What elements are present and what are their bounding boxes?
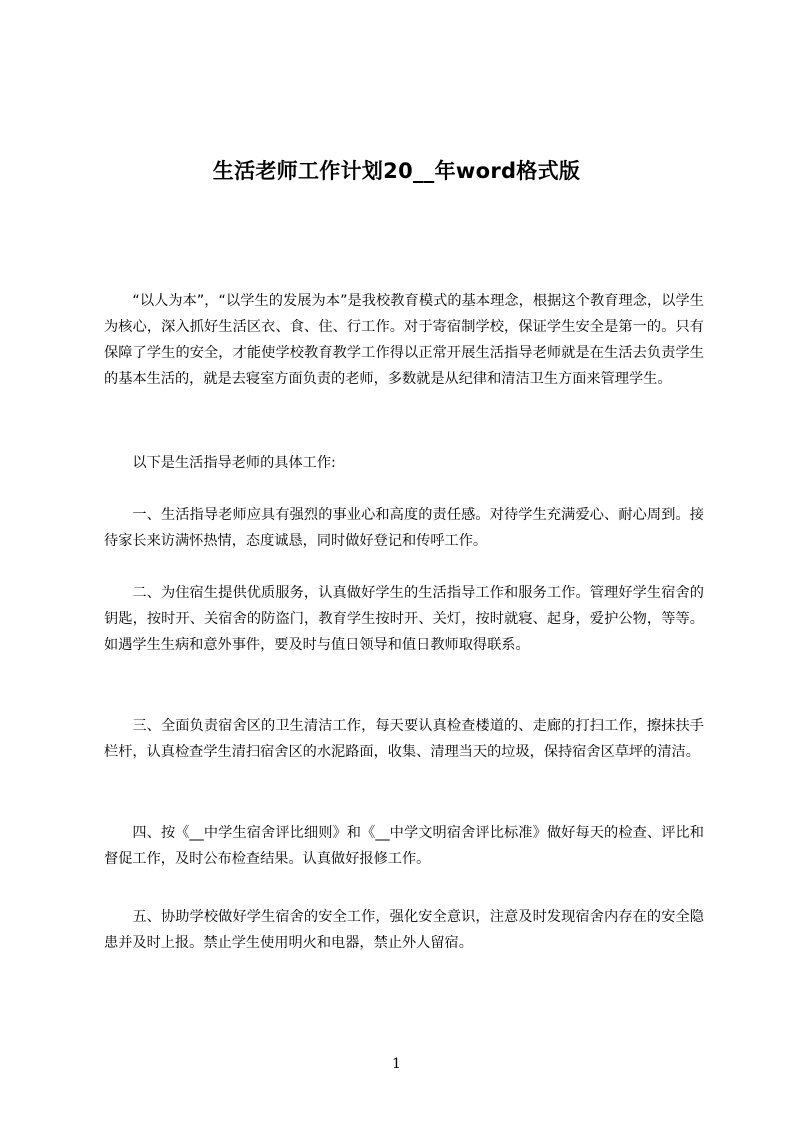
paragraph-item-4: 四、按《__中学生宿舍评比细则》和《__中学文明宿舍评比标准》做好每天的检查、评比和督促工作，及时公布检查结果。认真做好报修工作。 [104, 825, 704, 867]
paragraph-item-5: 五、协助学校做好学生宿舍的安全工作，强化安全意识，注意及时发现宿舍内存在的安全隐患并及时上报。禁止学生使用明火和电器，禁止外人留宿。 [104, 909, 704, 951]
document-title: 生活老师工作计划20__年word格式版 [212, 159, 581, 184]
paragraph-intro: “以人为本”，“以学生的发展为本”是我校教育模式的基本理念，根据这个教育理念，以学生为核心，深入抓好生活区衣、食、住、行工作。对于寄宿制学校，保证学生安全是第一的。只有保障了学生的安全，才能使学校教育教学工作得以正常开展生活指导老师就是在生活去负责学生的基本生活的，就是去寝室方面负责的老师，多数就是从纪律和清洁卫生方面来管理学生。 [104, 293, 704, 387]
paragraph-item-1: 一、生活指导老师应具有强烈的事业心和高度的责任感。对待学生充满爱心、耐心周到。接待家长来访满怀热情，态度诚恳，同时做好登记和传呼工作。 [104, 507, 704, 549]
paragraph-item-2: 二、为住宿生提供优质服务，认真做好学生的生活指导工作和服务工作。管理好学生宿舍的钥匙，按时开、关宿舍的防盗门，教育学生按时开、关灯，按时就寝、起身，爱护公物，等等。如遇学生生病和意外事件，要及时与值日领导和值日教师取得联系。 [104, 585, 704, 653]
page-number: 1 [392, 1056, 401, 1072]
paragraph-duties-heading: 以下是生活指导老师的具体工作: [132, 455, 336, 471]
paragraph-item-3: 三、全面负责宿舍区的卫生清洁工作，每天要认真检查楼道的、走廊的打扫工作，擦抹扶手栏杆，认真检查学生清扫宿舍区的水泥路面，收集、清理当天的垃圾，保持宿舍区草坪的清洁。 [104, 718, 704, 760]
